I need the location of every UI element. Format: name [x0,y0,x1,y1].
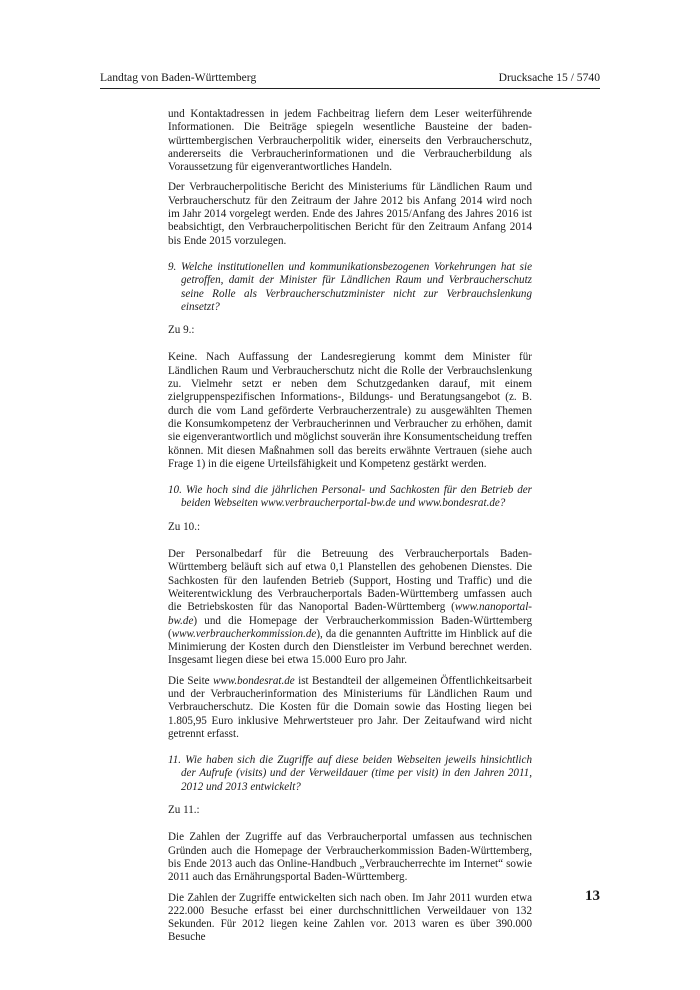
question-11: 11. Wie haben sich die Zugriffe auf diese beiden Webseiten jeweils hinsichtlich der Aufrufe (visits) und der Verweildauer (time per visit) in den Jahren 2011, 2012 und 2013 entwickelt? [168,754,532,793]
document-body [168,108,532,952]
answer-10-text-1: Der Personalbedarf für die Betreuung des Verbraucherportals Baden-Württemberg beläuft sich auf etwa 0,1 Planstellen des gehobenen Dienstes. Die Sachkosten für den laufenden Betrieb (Support, Hosting und Traffic) und die Weiterentwicklung des Verbraucherportals Baden-Württemberg umfassen auch die Betriebskosten für das Nanoportal Baden-Württemberg ( [168,548,532,614]
nanoportal-url: www.nanoportal-bw.de [168,601,532,627]
header-parliament: Landtag von Baden-Württemberg [100,71,257,84]
answer-10-heading: Zu 10.: [168,520,201,533]
verbraucherkommission-url: www.verbraucherkommission.de [171,627,317,640]
answer-11-scope: Die Zahlen der Zugriffe auf das Verbraucherportal umfassen aus technischen Gründen auch die Homepage der Verbraucherkommission Baden-Württemberg, bis Ende 2013 auch das Online-Handbuch „Verbraucherrechte im Internet“ sowie 2011 auch das Ernährungsportal Baden-Württemberg. [168,831,532,884]
answer-10b-text-2: ist Bestandteil der allgemeinen Öffentlichkeitsarbeit und der Verbraucherinformation des Ministeriums für Ländlichen Raum und Verbraucherschutz. Die Kosten für die Domain sowie das Hosting liegen bei 1.805,95 Euro inklusive Mehrwertsteuer pro Jahr. Der Zeitaufwand wird nicht getrennt erfasst. [168,674,533,740]
answer-9-heading: Zu 9.: [168,324,195,337]
header-document-number: Drucksache 15 / 5740 [498,71,600,84]
paragraph-intro: und Kontaktadressen in jedem Fachbeitrag liefern dem Leser weiterführende Informationen. Die Beiträge spiegeln wesentliche Bausteine der baden-württembergischen Verbraucherpolitik wider, einerseits den Verbraucherschutz, andererseits die Verbraucherinformationen und die Verbraucherbildung als Voraussetzung für eigenverantwortliches Handeln. [168,108,532,174]
question-10: 10. Wie hoch sind die jährlichen Personal- und Sachkosten für den Betrieb der beiden Webseiten www.verbraucherportal-bw.de und www.bondesrat.de? [168,484,532,510]
answer-10-personnel [168,548,532,668]
answer-11-heading: Zu 11.: [168,804,200,817]
answer-10-text-2: ) und die Homepage der Verbraucherkommission Baden-Württemberg ( [168,614,532,640]
answer-10-bondesrat [168,675,532,741]
bondesrat-url: www.bondesrat.de [212,674,295,687]
question-9: 9. Welche institutionellen und kommunikationsbezogenen Vorkehrungen hat sie getroffen, damit der Minister für Ländlichen Raum und Verbraucherschutz seine Rolle als Verbraucherschutzminister nicht zur Verbrauchslenkung einsetzt? [168,260,532,313]
paragraph-report: Der Verbraucherpolitische Bericht des Ministeriums für Ländlichen Raum und Verbraucherschutz für den Zeitraum der Jahre 2012 bis Anfang 2014 wird noch im Jahr 2014 vorgelegt werden. Ende des Jahres 2015/Anfang des Jahres 2016 ist beabsichtigt, den Verbraucherpolitischen Bericht für den Zeitraum Anfang 2014 bis Ende 2015 vorzulegen. [168,181,532,247]
answer-10-text-3: ), da die genannten Auftritte im Hinblick auf die Minimierung der Kosten durch den Dienstleister im Verbund berechnet werden. Insgesamt liegen diese bei etwa 15.000 Euro pro Jahr. [168,627,532,667]
answer-9: Keine. Nach Auffassung der Landesregierung kommt dem Minister für Ländlichen Raum und Verbraucherschutz nicht die Rolle der Verbrauchslenkung zu. Vielmehr setzt er neben dem Schutzgedanken darauf, mit einem zielgruppenspezifischen Informations-, Bildungs- und Beratungsangebot (z. B. durch die vom Land geförderte Verbraucherzentrale) zu ausgewählten Themen die Konsumkompetenz der Verbraucherinnen und Verbraucher zu erhöhen, damit sie eigenverantwortlich und möglichst souverän ihre Konsumentscheidung treffen können. Mit diesen Maßnahmen soll das bereits erwähnte Vertrauen (siehe auch Frage 1) in die eigene Urteilsfähigkeit und Kompetenz gestärkt werden. [168,351,532,470]
answer-11-numbers: Die Zahlen der Zugriffe entwickelten sich nach oben. Im Jahr 2011 wurden etwa 222.000 Besuche erfasst bei einer durchschnittlichen Verweildauer von 132 Sekunden. Für 2012 liegen keine Zahlen vor. 2013 waren es über 390.000 Besuche [168,891,532,944]
page-header [100,70,600,89]
answer-10b-text-1: Die Seite [168,674,213,687]
page-number: 13 [585,888,600,904]
